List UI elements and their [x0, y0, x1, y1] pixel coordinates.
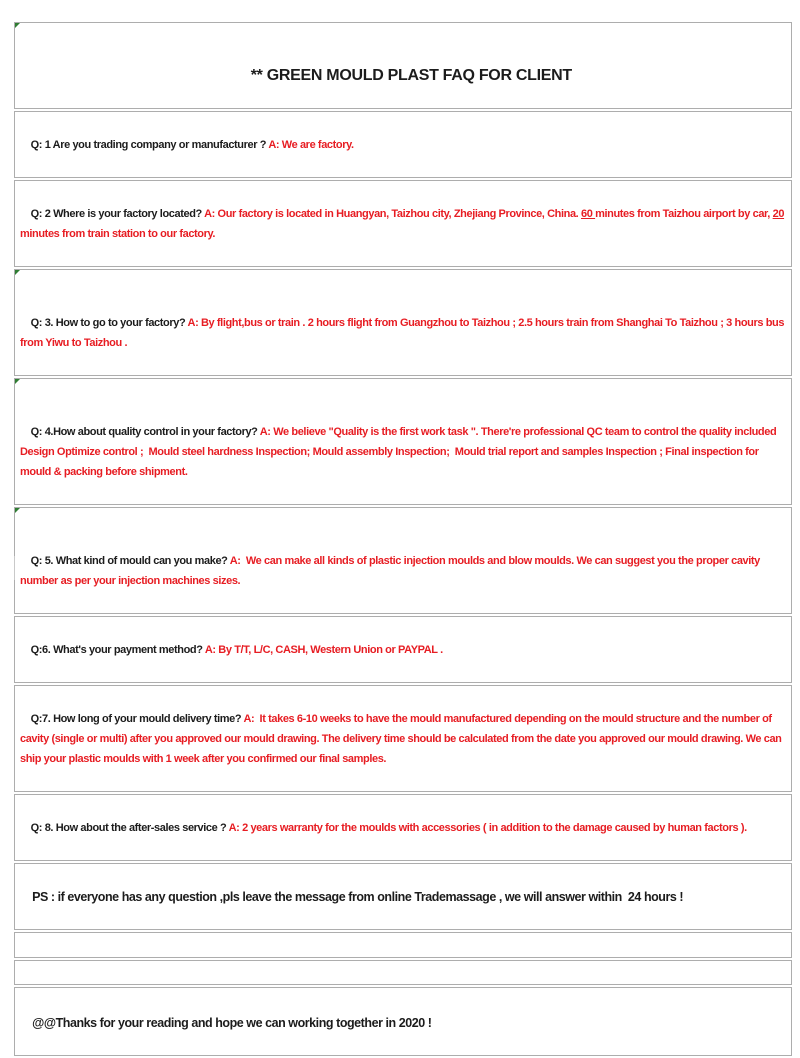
question-text: Q: 1 Are you trading company or manufacturer ?	[30, 139, 269, 151]
question-text: Q: 2 Where is your factory located?	[30, 208, 205, 220]
question-text: Q: 4.How about quality control in your factory?	[30, 426, 260, 438]
empty-row[interactable]	[14, 932, 792, 958]
faq-row-q1[interactable]	[14, 111, 792, 178]
faq-title-cell[interactable]	[14, 22, 792, 109]
page-title: ** GREEN MOULD PLAST FAQ FOR CLIENT	[250, 67, 572, 84]
underlined-value: 20	[772, 208, 785, 220]
faq-row-q7[interactable]	[14, 685, 792, 792]
answer-text: A: It takes 6-10 weeks to have the mould manufactured depending on the mould structure and the number of cavity (single or multi) after you approved our mould drawing. The delivery time should be calculated from the date you approved our mould drawing. We can ship your plastic moulds with 1 week after you confirmed our final samples.	[20, 713, 785, 765]
answer-text: A: By flight,bus or train . 2 hours flight from Guangzhou to Taizhou ; 2.5 hours train from Shanghai To Taizhou ; 3 hours bus from Yiwu to Taizhou .	[20, 317, 787, 349]
answer-text: A: We believe "Quality is the first work task ". There're professional QC team to control the quality included Design Optimize control ; Mould steel hardness Inspection; Mould assembly Inspection; Mould trial report and samples Inspection ; Final inspection for mould & packing before shipment.	[20, 426, 779, 478]
question-text: Q: 8. How about the after-sales service ?	[30, 822, 229, 834]
faq-row-q6[interactable]	[14, 616, 792, 683]
question-text: Q:7. How long of your mould delivery time?	[30, 713, 244, 725]
answer-text: A: By T/T, L/C, CASH, Western Union or PAYPAL .	[204, 644, 443, 656]
faq-row-q2[interactable]	[14, 180, 792, 267]
question-text: Q: 3. How to go to your factory?	[30, 317, 188, 329]
faq-row-q4[interactable]	[14, 378, 792, 505]
cell-error-indicator-icon	[15, 379, 20, 384]
cell-error-indicator-icon	[15, 270, 20, 275]
faq-row-q8[interactable]	[14, 794, 792, 861]
answer-text: A: 2 years warranty for the moulds with accessories ( in addition to the damage caused by human factors ).	[228, 822, 747, 834]
faq-row-q3[interactable]	[14, 269, 792, 376]
answer-text: A: Our factory is located in Huangyan, Taizhou city, Zhejiang Province, China. 60 minutes from Taizhou airport by car, 20 minutes from train station to our factory.	[20, 208, 787, 240]
faq-sheet	[14, 22, 792, 1058]
cell-error-indicator-icon	[15, 23, 20, 28]
question-text: Q:6. What's your payment method?	[30, 644, 205, 656]
closing-note-text: @@Thanks for your reading and hope we can working together in 2020 !	[32, 1016, 432, 1030]
cell-error-indicator-icon	[15, 508, 20, 513]
empty-row[interactable]	[14, 960, 792, 985]
underlined-value: 60	[581, 208, 596, 220]
answer-text: A: We can make all kinds of plastic injection moulds and blow moulds. We can suggest you the proper cavity number as per your injection machines sizes.	[20, 555, 763, 587]
answer-text: A: We are factory.	[268, 139, 354, 151]
question-text: Q: 5. What kind of mould can you make?	[30, 555, 230, 567]
ps-note-text: PS : if everyone has any question ,pls leave the message from online Trademassage , we will answer within 24 hours !	[32, 890, 684, 904]
faq-row-q5[interactable]	[14, 507, 792, 614]
closing-note-row[interactable]	[14, 987, 792, 1056]
ps-note-row[interactable]	[14, 863, 792, 930]
partial-cell-border	[14, 556, 15, 580]
